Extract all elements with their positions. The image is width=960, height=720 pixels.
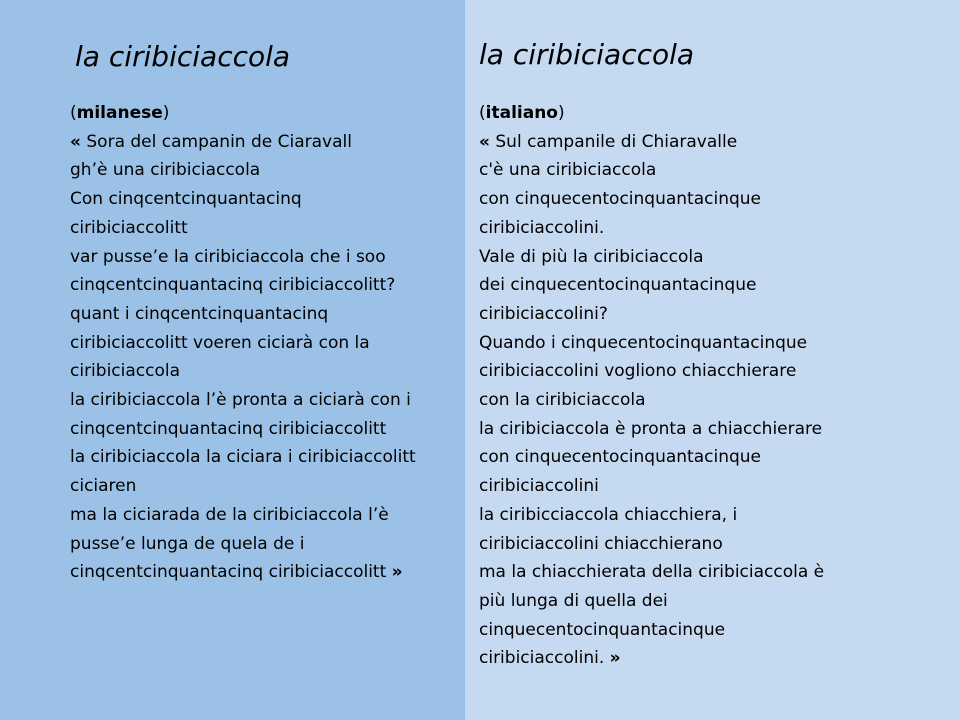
italian-title: la ciribiciaccola [479,38,695,71]
verse-line: cinqcentcinquantacinq ciribiciaccolitt [70,418,387,439]
verse-line: ma la chiacchierata della ciribiciaccola è [479,562,825,583]
verse-line: ciribiciaccolini vogliono chiacchierare [479,361,797,382]
quote-open: « [70,131,81,152]
language-label [70,99,416,128]
verse-line: la ciribiciaccola la ciciara i ciribiciaccolitt [70,447,416,468]
milanese-panel [0,0,465,720]
language-name: milanese [76,103,163,123]
verse-line: più lunga di quella dei [479,590,668,611]
verse-line [479,644,824,673]
milanese-title: la ciribiciaccola [75,40,291,73]
verse-line: con la ciribiciaccola [479,390,646,411]
language-name: italiano [485,103,558,123]
verse-line: c'è una ciribiciaccola [479,160,657,181]
verse-line: pusse’e lunga de quela de i [70,533,305,554]
verse-line: ciribiciaccolitt [70,217,188,238]
paren-open: ( [479,103,486,123]
verse-line: ciribiciaccolini [479,476,599,497]
quote-open: « [479,131,490,152]
verse-line: ciribiciaccolitt voeren ciciarà con la [70,332,370,353]
verse-line [70,128,416,157]
verse-line: gh’è una ciribiciaccola [70,160,261,181]
quote-close: » [609,648,621,669]
italian-panel [465,0,960,720]
paren-open: ( [70,103,77,123]
paren-close: ) [162,103,170,123]
verse-line: ciribiciaccolini? [479,303,608,324]
verse-line: ciribiciaccola [70,361,181,382]
paren-close: ) [557,103,565,123]
verse-line: ciribiciaccolini. [479,217,605,238]
verse-line: la ciribicciaccola chiacchiera, i [479,504,738,525]
verse-line: Vale di più la ciribiciaccola [479,246,704,267]
verse-line: quant i cinqcentcinquantacinq [70,303,329,324]
verse-line: cinquecentocinquantacinque [479,619,726,640]
verse-line: var pusse’e la ciribiciaccola che i soo [70,246,386,267]
verse-line: con cinquecentocinquantacinque [479,189,761,210]
verse-text: Sora del campanin de Ciaravall [86,131,352,152]
verse-line: Con cinqcentcinquantacinq [70,189,302,210]
verse-text: ciribiciaccolini. [479,648,605,669]
verse-line: cinqcentcinquantacinq ciribiciaccolitt? [70,275,396,296]
verse-line: Quando i cinquecentocinquantacinque [479,332,808,353]
verse-line: ciribiciaccolini chiacchierano [479,533,723,554]
language-label [479,99,824,128]
verse-line [70,558,416,587]
verse-text: cinqcentcinquantacinq ciribiciaccolitt [70,562,387,583]
verse-line: dei cinquecentocinquantacinque [479,275,757,296]
verse-line: la ciribiciaccola l’è pronta a ciciarà con i [70,390,411,411]
verse-line: ma la ciciarada de la ciribiciaccola l’è [70,504,389,525]
verse-text: Sul campanile di Chiaravalle [495,131,738,152]
verse-line: con cinquecentocinquantacinque [479,447,761,468]
verse-line: ciciaren [70,476,137,497]
verse-line: la ciribiciaccola è pronta a chiacchierare [479,418,823,439]
verse-line [479,128,824,157]
quote-close: » [391,562,403,583]
italian-text [479,99,824,673]
milanese-text [70,99,416,587]
